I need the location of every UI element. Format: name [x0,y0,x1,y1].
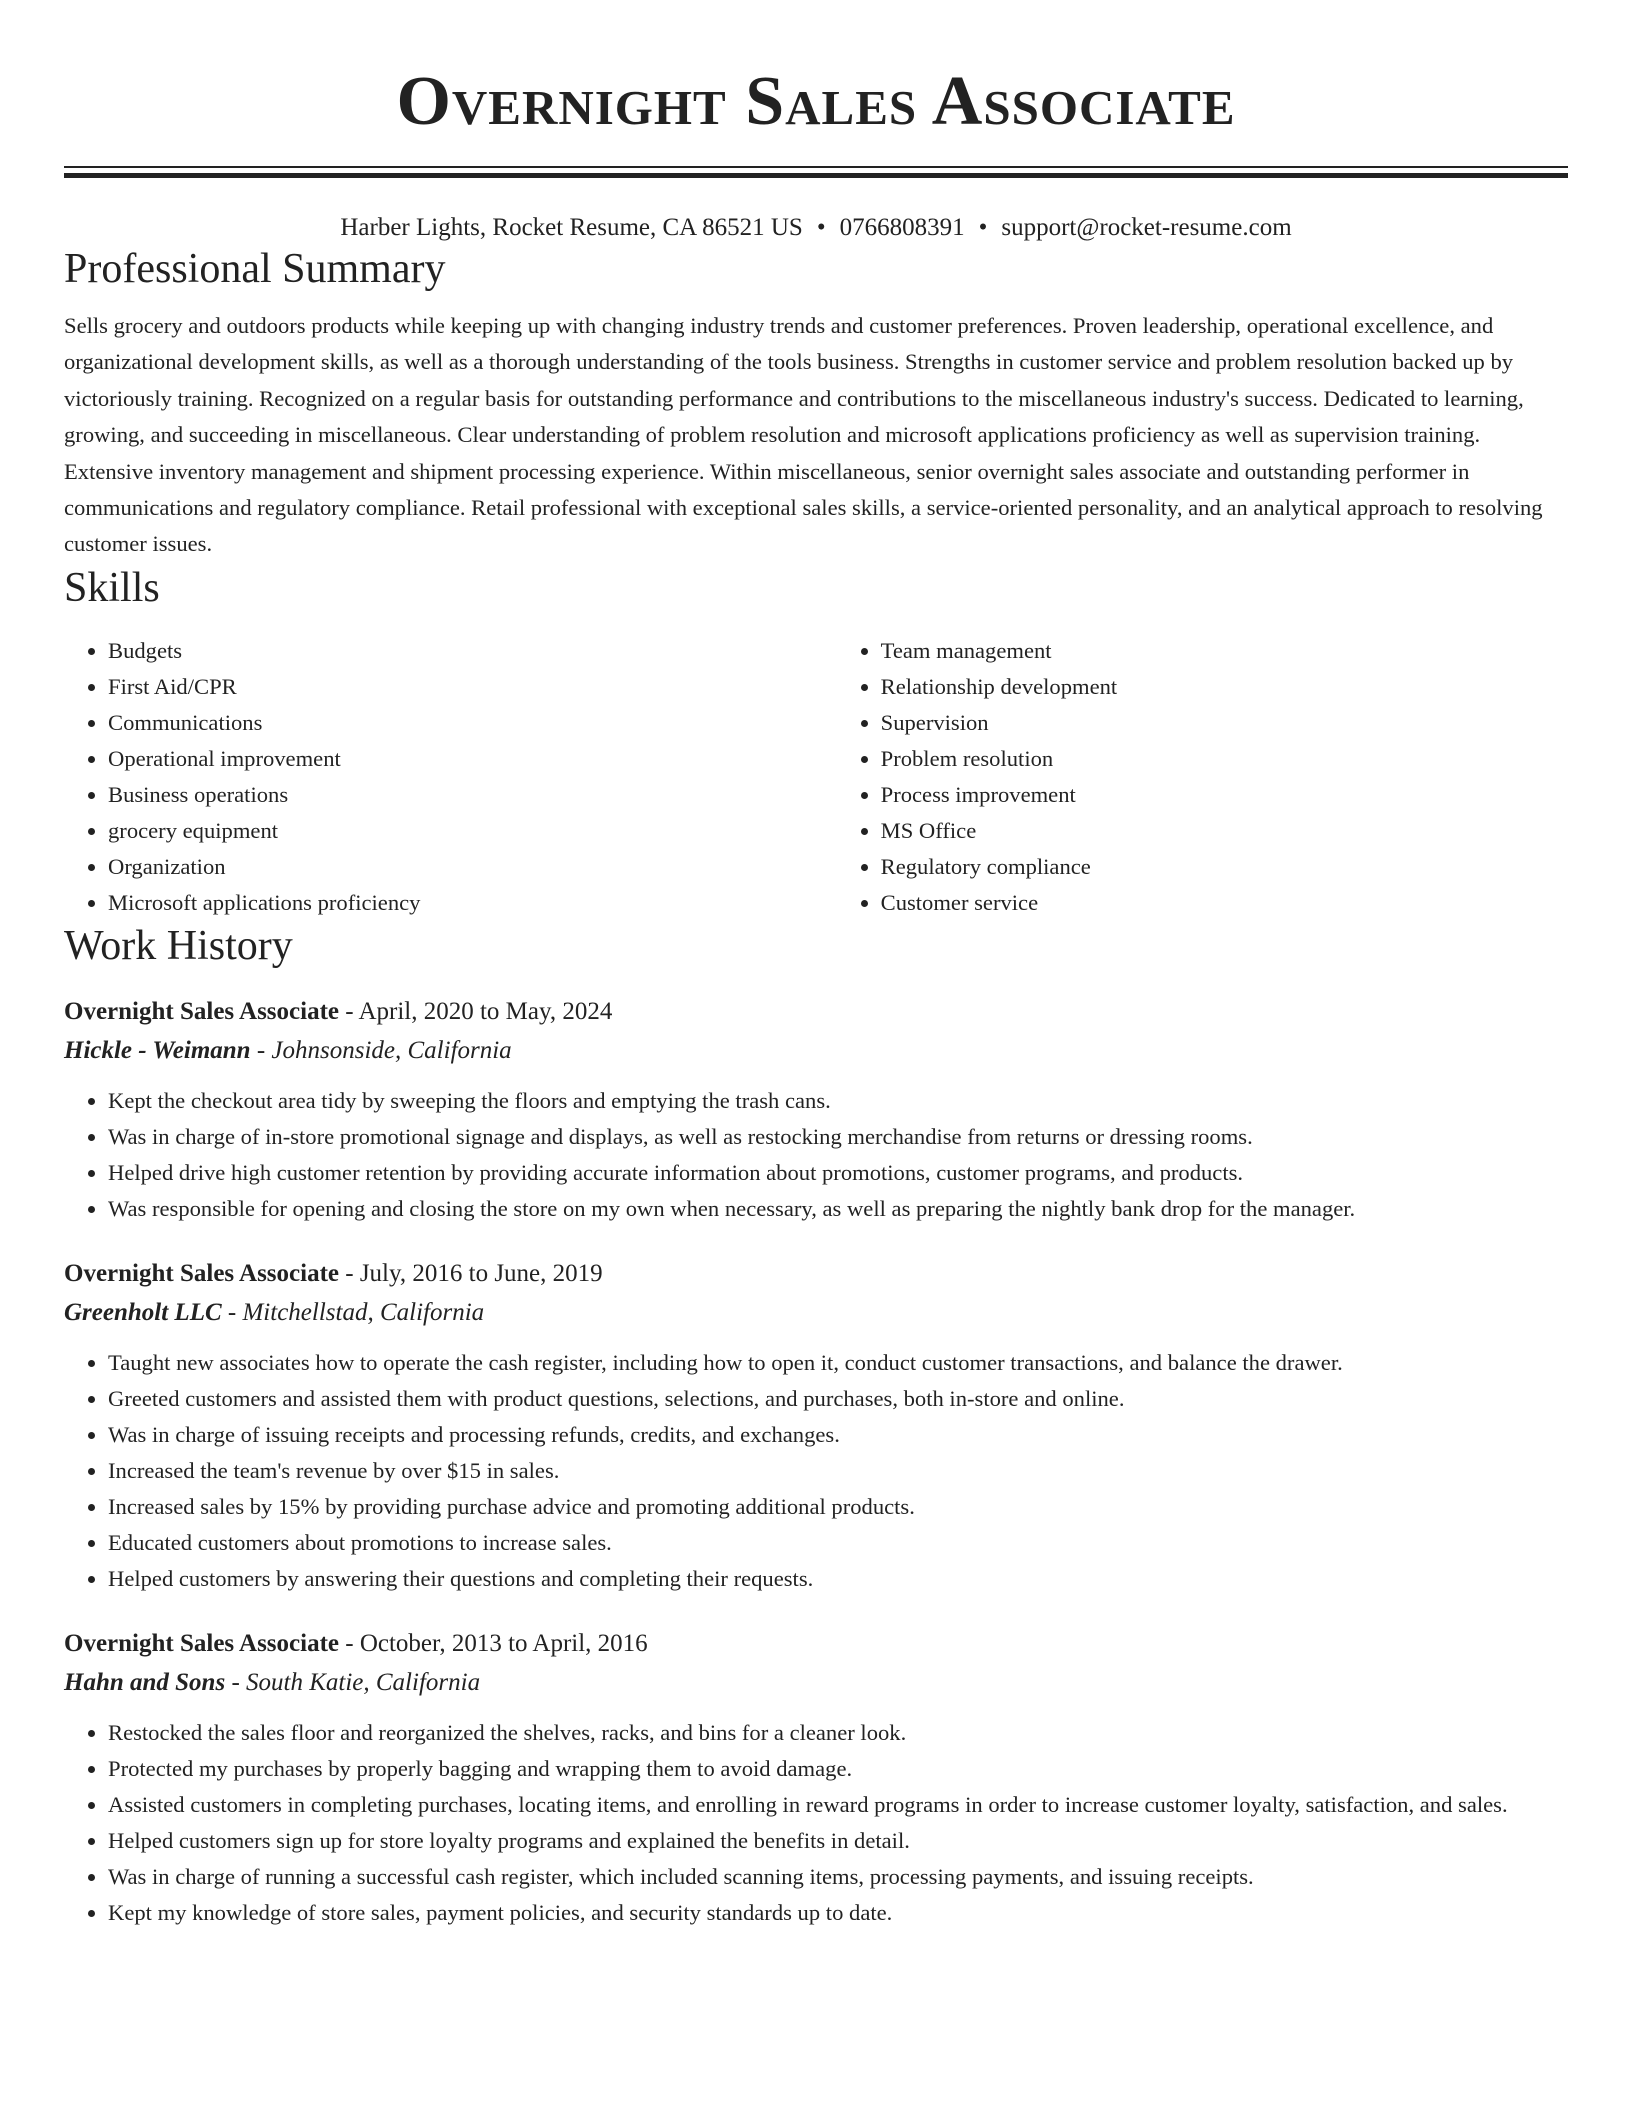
job-company: Hahn and Sons [64,1668,226,1696]
contact-phone: 0766808391 [839,214,965,241]
skill-item: • Customer service [881,885,1568,921]
duty-item: • Was responsible for opening and closing the store on my own when necessary, as well as preparing the nightly bank drop for the manager. [108,1191,1568,1227]
job-company: Greenholt LLC [64,1298,222,1326]
job-title-line [64,1255,1568,1293]
job-dates: - July, 2016 to June, 2019 [345,1259,603,1287]
job-dates: - April, 2020 to May, 2024 [345,997,613,1025]
job-location: - South Katie, California [231,1668,481,1696]
job-entry [64,1625,1568,1931]
contact-separator: • [816,214,826,241]
contact-line [64,212,1568,244]
job-entry [64,993,1568,1227]
title-divider-thin [64,166,1568,168]
contact-email: support@rocket-resume.com [1001,214,1292,241]
duty-item: • Protected my purchases by properly bagging and wrapping them to avoid damage. [108,1751,1568,1787]
skill-item: • Business operations [108,777,837,813]
duty-item: • Educated customers about promotions to increase sales. [108,1525,1568,1561]
job-role: Overnight Sales Associate [64,1259,339,1287]
job-dates: - October, 2013 to April, 2016 [345,1629,648,1657]
skills-heading: Skills [64,564,160,611]
job-duties [64,1083,1568,1227]
skill-item: • Communications [108,705,837,741]
job-entry [64,1255,1568,1597]
title-divider-thick [64,173,1568,178]
work-history-heading: Work History [64,922,293,969]
summary-text: Sells grocery and outdoors products while keeping up with changing industry trends and customer preferences. Proven leadership, operational excellence, and organizational development skills, as well as a thorough understanding of the tools business. Strengths in customer service and problem resolution backed up by victoriously training. Recognized on a regular basis for outstanding performance and contributions to the miscellaneous industry's success. Dedicated to learning, growing, and succeeding in miscellaneous. Clear understanding of problem resolution and microsoft applications proficiency as well as supervision training. Extensive inventory management and shipment processing experience. Within miscellaneous, senior overnight sales associate and outstanding performer in communications and regulatory compliance. Retail professional with exceptional sales skills, a service-oriented personality, and an analytical approach to resolving customer issues. [64,313,1543,557]
skill-item: • Microsoft applications proficiency [108,885,837,921]
job-location: - Johnsonside, California [256,1036,512,1064]
skill-item: • Operational improvement [108,741,837,777]
skill-item: • Regulatory compliance [881,849,1568,885]
job-company-line [64,1031,1568,1071]
duty-item: • Assisted customers in completing purchases, locating items, and enrolling in reward programs in order to increase customer loyalty, satisfaction, and sales. [108,1787,1568,1823]
job-title-line [64,993,1568,1031]
skill-item: • Process improvement [881,777,1568,813]
duty-item: • Was in charge of running a successful cash register, which included scanning items, processing payments, and issuing receipts. [108,1859,1568,1895]
job-duties [64,1715,1568,1931]
skills-columns [64,633,1568,921]
skill-item: • First Aid/CPR [108,669,837,705]
job-company: Hickle - Weimann [64,1036,251,1064]
job-title-line [64,1625,1568,1663]
skill-item: • Budgets [108,633,837,669]
duty-item: • Helped drive high customer retention by providing accurate information about promotions, customer programs, and products. [108,1155,1568,1191]
skills-list-left [64,633,837,921]
skills-list-right [837,633,1568,921]
skill-item: • Organization [108,849,837,885]
skill-item: • grocery equipment [108,813,837,849]
job-company-line [64,1663,1568,1703]
job-role: Overnight Sales Associate [64,997,339,1025]
duty-item: • Increased the team's revenue by over $15 in sales. [108,1453,1568,1489]
skill-item: • Relationship development [881,669,1568,705]
duty-item: • Kept the checkout area tidy by sweeping the floors and emptying the trash cans. [108,1083,1568,1119]
job-location: - Mitchellstad, California [227,1298,485,1326]
job-duties [64,1345,1568,1597]
duty-item: • Was in charge of in-store promotional signage and displays, as well as restocking merchandise from returns or dressing rooms. [108,1119,1568,1155]
duty-item: • Restocked the sales floor and reorganized the shelves, racks, and bins for a cleaner look. [108,1715,1568,1751]
duty-item: • Increased sales by 15% by providing purchase advice and promoting additional products. [108,1489,1568,1525]
contact-separator: • [978,214,988,241]
job-company-line [64,1293,1568,1333]
duty-item: • Helped customers sign up for store loyalty programs and explained the benefits in detail. [108,1823,1568,1859]
skill-item: • Problem resolution [881,741,1568,777]
duty-item: • Kept my knowledge of store sales, payment policies, and security standards up to date. [108,1895,1568,1931]
skill-item: • Supervision [881,705,1568,741]
duty-item: • Greeted customers and assisted them with product questions, selections, and purchases, both in-store and online. [108,1381,1568,1417]
contact-address: Harber Lights, Rocket Resume, CA 86521 US [340,214,803,241]
duty-item: • Helped customers by answering their questions and completing their requests. [108,1561,1568,1597]
resume-title: Overnight Sales Associate [396,63,1236,140]
summary-heading: Professional Summary [64,246,446,292]
duty-item: • Was in charge of issuing receipts and processing refunds, credits, and exchanges. [108,1417,1568,1453]
job-role: Overnight Sales Associate [64,1629,339,1657]
skill-item: • MS Office [881,813,1568,849]
duty-item: • Taught new associates how to operate the cash register, including how to open it, conduct customer transactions, and balance the drawer. [108,1345,1568,1381]
skill-item: • Team management [881,633,1568,669]
